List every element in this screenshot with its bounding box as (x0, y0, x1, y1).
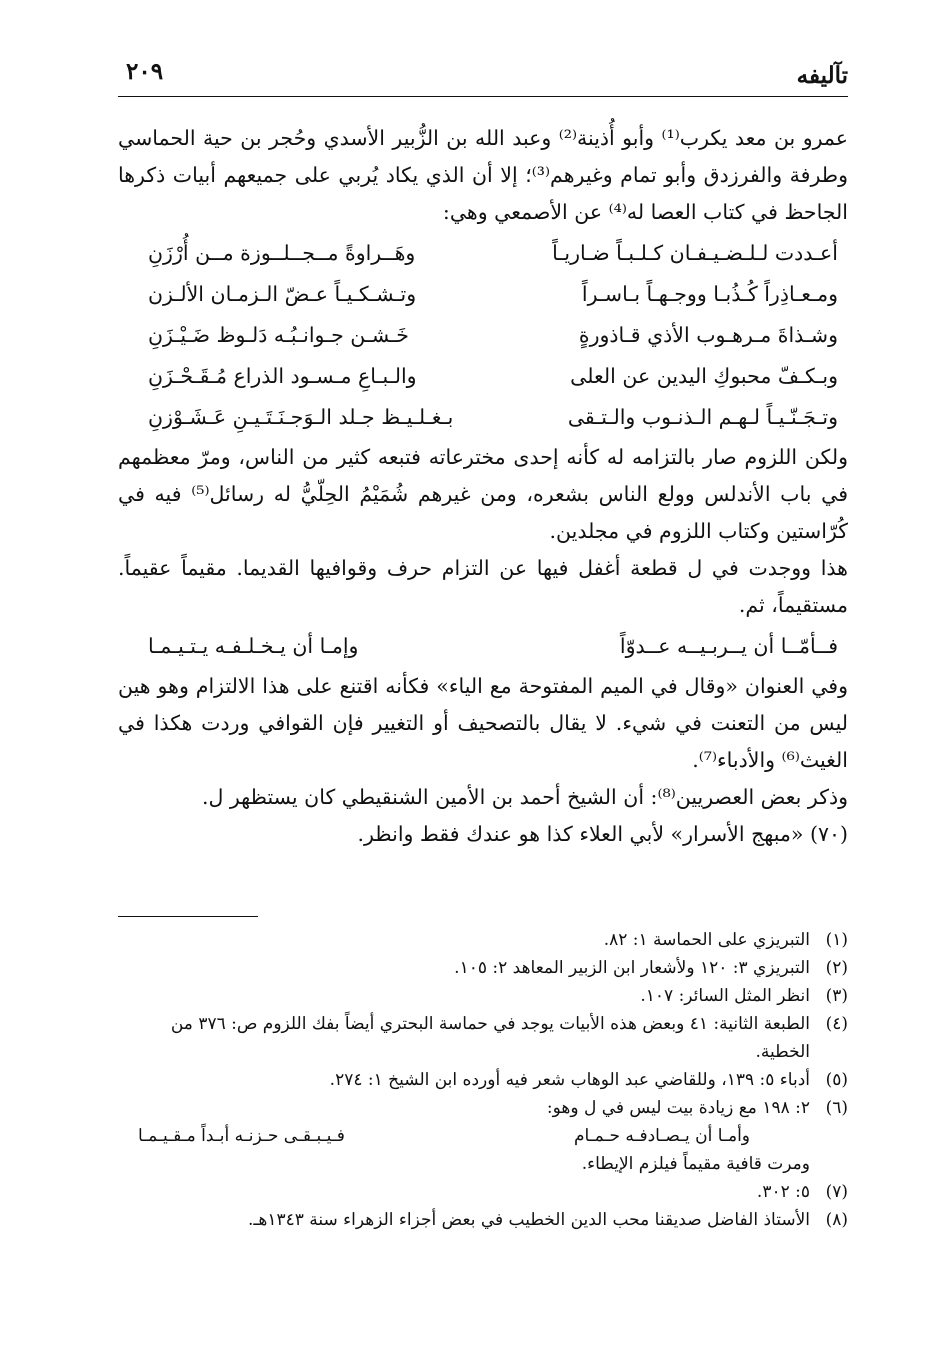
footnote (118, 1178, 848, 1206)
footnote (118, 982, 848, 1010)
hemistich-right: وأمـا أن يـصـادفـه حـمـام (573, 1126, 750, 1146)
hemistich-right: ومـعـاذِراً كُـذُبـا ووجـهـاً بـاسـراً (581, 282, 838, 306)
footnote-number: (٥) (825, 1070, 848, 1090)
footnote-text (118, 1094, 810, 1178)
footnote (118, 1206, 848, 1234)
hemistich-right: وشـذاةَ مـرهـوب الأذي قـاذورةٍ (578, 323, 838, 347)
hemistich-left: وإمـا أن يـخـلـفـه يـتـيـمـا (148, 634, 359, 658)
footnote-text: ٥: ٣٠٢. (756, 1182, 810, 1202)
hemistich-right: وبـكـفّ محبوكِ اليدين عن العلى (570, 364, 838, 388)
footnote-number: (١) (825, 930, 848, 950)
footnote-text: التبريزي على الحماسة ١: ٨٢. (603, 930, 810, 950)
footnote-line: ومرت قافية مقيماً فيلزم الإيطاء. (581, 1154, 810, 1174)
hemistich-right: أعـددت لـلـضـيـفـان كـلـبـاً ضـاريـاً (552, 241, 838, 265)
verse-line (118, 235, 848, 272)
verse-line (118, 628, 848, 665)
footnote-text: أدباء ٥: ١٣٩، وللقاضي عبد الوهاب شعر فيه أورده ابن الشيخ ١: ٢٧٤. (329, 1070, 810, 1090)
book-page (118, 58, 848, 1230)
footnote (118, 1066, 848, 1094)
paragraph: (٧٠) «مبهج الأسرار» لأبي العلاء كذا هو عندك فقط وانظر. (357, 822, 848, 846)
verse-line (118, 358, 848, 395)
main-text (118, 120, 848, 853)
footnote (118, 1094, 848, 1178)
page-header (118, 58, 848, 94)
footnote-text: الأستاذ الفاضل صديقنا محب الدين الخطيب في بعض أجزاء الزهراء سنة ١٣٤٣هـ. (248, 1210, 810, 1230)
header-rule (118, 96, 848, 97)
hemistich-left: والـبـاعِ مـسـود الذراع مُـقَـحْـزَنِ (148, 364, 417, 388)
page-number: ٢٠٩ (126, 58, 164, 85)
footnote-text: التبريزي ٣: ١٢٠ ولأشعار ابن الزبير المعاهد ٢: ١٠٥. (454, 958, 810, 978)
verse-line (118, 276, 848, 313)
paragraph: وذكر بعض العصريين⁽⁸⁾: أن الشيخ أحمد بن الأمين الشنقيطي كان يستظهر ل. (201, 785, 848, 809)
verse-line (118, 317, 848, 354)
footnotes (118, 926, 848, 1234)
paragraph: عمرو بن معد يكرب⁽¹⁾ وأبو أُذينة⁽²⁾ وعبد الله بن الزُّبير الأسدي وحُجر بن حية الحماسي وطرفة والفرزدق وأبو تمام وغيرهم⁽³⁾؛ إلا أن الذي يكاد يُربي على جميعهم أبيات ذكرها الجاحظ في كتاب العصا له⁽⁴⁾ عن الأصمعي وهي: (118, 126, 848, 224)
footnote-number: (٣) (825, 986, 848, 1006)
footnote (118, 926, 848, 954)
paragraph: ولكن اللزوم صار بالتزامه له كأنه إحدى مخترعاته فتبعه كثير من الناس، ومرّ معظمهم في باب الأندلس وولع الناس بشعره، ومن غيرهم شُمَيْمُ الحِلّيُّ له رسائل⁽⁵⁾ فيه في كُرّاستين وكتاب اللزوم في مجلدين. (118, 445, 848, 543)
hemistich-left: فـيـبـقـى حـزنـه أبـداً مـقـيـمـا (138, 1126, 345, 1146)
running-title: تآليفه (796, 62, 848, 89)
footnote-number: (٤) (825, 1014, 848, 1034)
footnote-number: (٨) (825, 1210, 848, 1230)
footnote-number: (٦) (825, 1098, 848, 1118)
hemistich-left: خَـشـن جـوانـبُـه دَلـوظ ضَـيْـزَنِ (148, 323, 409, 347)
hemistich-right: وتـجَـنّـيـاً لـهـم الـذنـوب والـتـقى (567, 405, 838, 429)
footnote-text: الطبعة الثانية: ٤١ وبعض هذه الأبيات يوجد في حماسة البحتري أيضاً بفك اللزوم ص: ٣٧٦ من الخطية. (170, 1014, 810, 1062)
footnote-number: (٢) (825, 958, 848, 978)
hemistich-right: فــأمّــا أن يــربـيــه عــدوّاً (619, 634, 838, 658)
paragraph: هذا ووجدت في ل قطعة أغفل فيها عن التزام حرف وقوافيها القديما. مقيماً عقيماً. مستقيماً، ثم. (118, 556, 848, 617)
footnote-rule (118, 916, 258, 917)
footnote-text: انظر المثل السائر: ١٠٧. (640, 986, 810, 1006)
paragraph: وفي العنوان «وقال في الميم المفتوحة مع الياء» فكأنه اقتنع على هذا الالتزام وهو هين ليس من التعنت في شيء. لا يقال بالتصحيف أو التغيير فإن القوافي وردت هكذا في الغيث⁽⁶⁾ والأدباء⁽⁷⁾. (118, 674, 848, 772)
verse-line (118, 399, 848, 436)
footnote-verse (118, 1122, 810, 1150)
hemistich-left: بـغـلـيـظ جـلد الـوَجـنَـتَـيـنِ عَـشَـوْزنِ (148, 405, 454, 429)
footnote (118, 1010, 848, 1066)
hemistich-left: وهَــراوةً مــجــلــوزة مــن أُرْزَنِ (148, 241, 416, 265)
footnote-number: (٧) (825, 1182, 848, 1202)
hemistich-left: وتـشـكـيـاً عـضّ الـزمـان الألـزن (148, 282, 417, 306)
footnote (118, 954, 848, 982)
footnote-line: ٢: ١٩٨ مع زيادة بيت ليس في ل وهو: (546, 1098, 810, 1118)
